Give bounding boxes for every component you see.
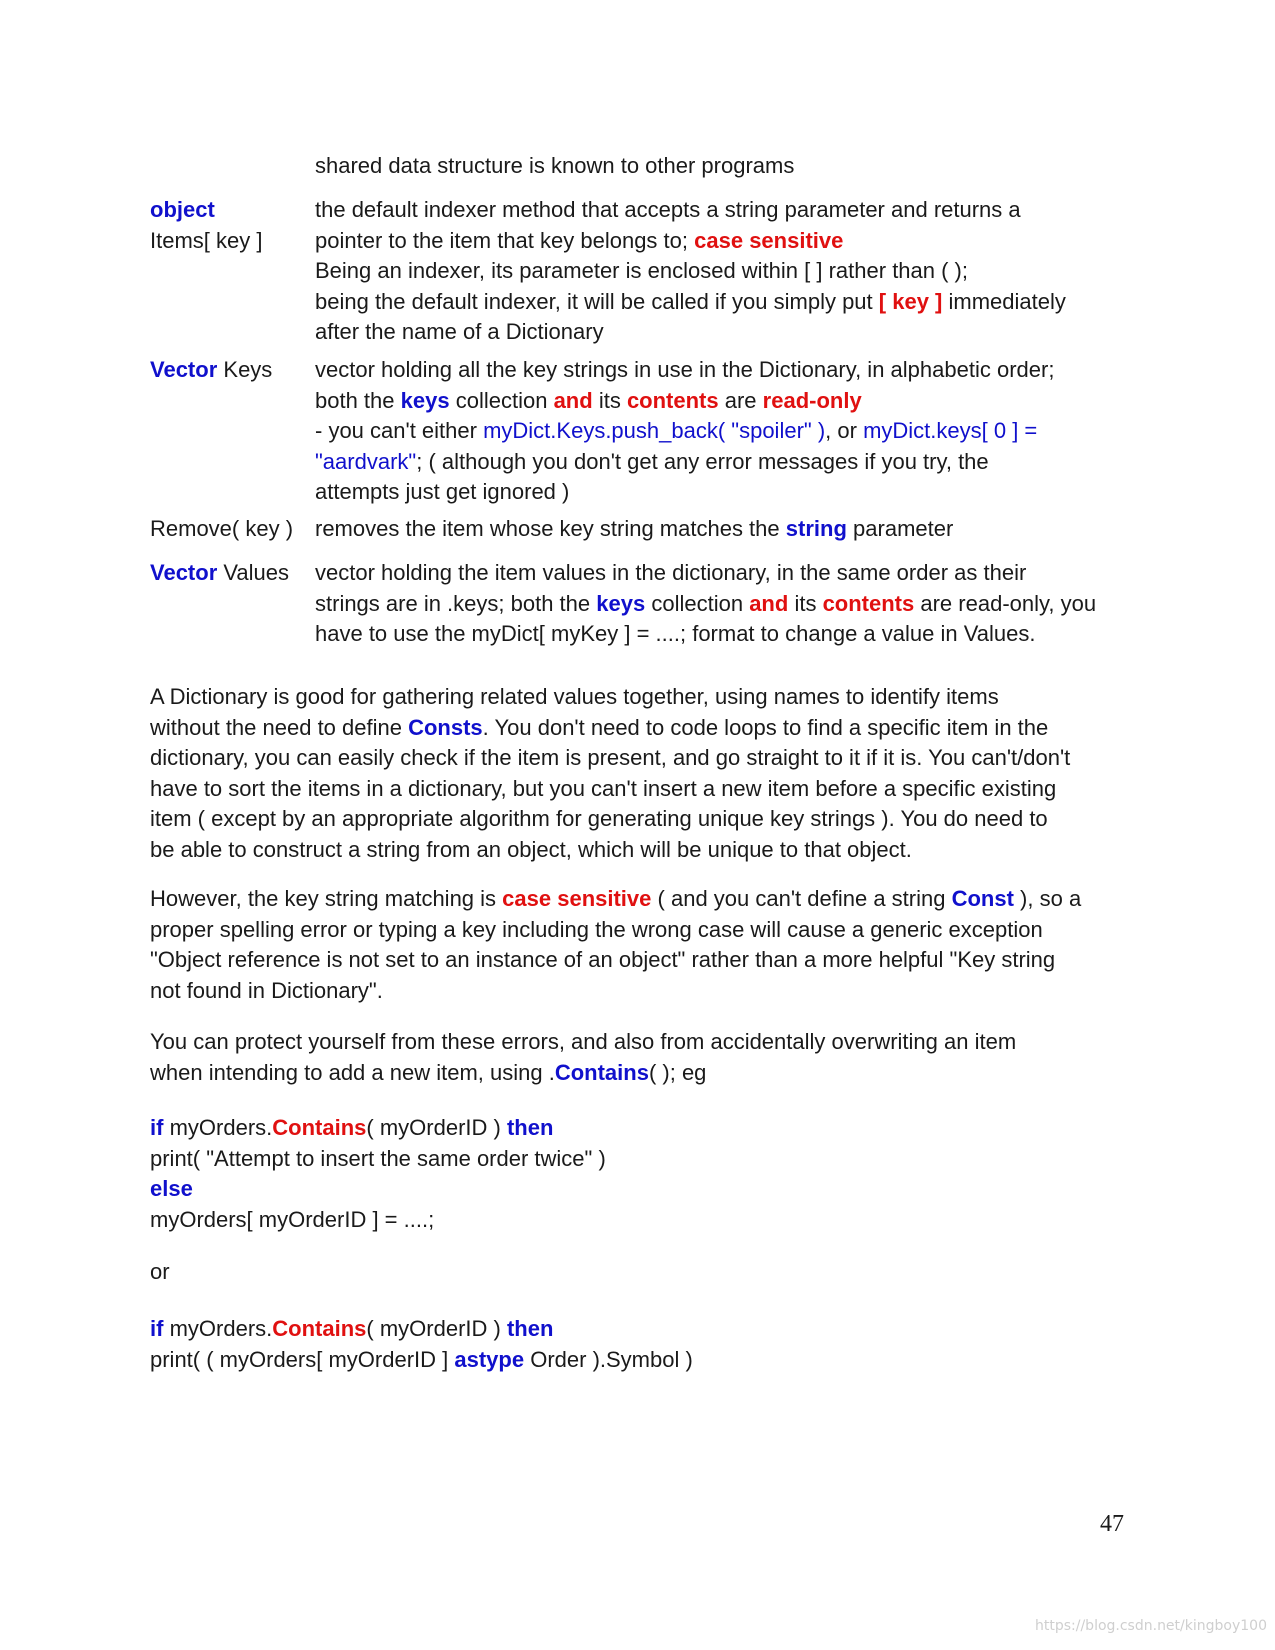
code-example-2 (150, 1314, 1125, 1375)
entry-description (315, 514, 1125, 545)
para-line: "Object reference is not set to an instance of an object" rather than a more helpful "Key string (150, 947, 1056, 972)
para-text: ), so a (1020, 886, 1082, 911)
desc-line: the default indexer method that accepts a string parameter and returns a (315, 197, 1021, 222)
keyword-if: if (150, 1316, 164, 1341)
keyword-text: Const (951, 886, 1014, 911)
code-text: myDict.Keys.push_back( "spoiler" ) (483, 418, 826, 443)
paragraph-contains (150, 1027, 1125, 1088)
desc-line: vector holding all the key strings in use in the Dictionary, in alphabetic order; (315, 357, 1055, 382)
para-text: . You don't need to code loops to find a specific item in the (482, 714, 1049, 740)
term-name: Keys (223, 357, 273, 382)
code-example-1 (150, 1113, 1125, 1235)
method-contains: Contains (272, 1115, 367, 1140)
highlight-text: and (553, 387, 593, 413)
entry-description (315, 558, 1125, 650)
desc-text: its (794, 590, 817, 616)
keyword-text: Consts (408, 714, 483, 740)
desc-text: ; ( although you don't get any error messages if you try, the (416, 448, 989, 474)
code-line: myOrders[ myOrderID ] = ....; (150, 1206, 435, 1232)
highlight-text: and (749, 590, 789, 616)
para-line: have to sort the items in a dictionary, but you can't insert a new item before a specific existing (150, 775, 1057, 801)
code-line: print( "Attempt to insert the same order twice" ) (150, 1145, 606, 1171)
desc-line: immediately (948, 288, 1066, 314)
paragraph-case-sensitive (150, 884, 1125, 1006)
entry-description (315, 355, 1125, 508)
code-text: myDict.keys[ 0 ] = (863, 418, 1038, 443)
term-name: Values (223, 560, 290, 585)
para-line: A Dictionary is good for gathering related values together, using names to identify items (150, 684, 999, 709)
term-type: Vector (150, 560, 218, 585)
or-text: or (150, 1259, 170, 1284)
desc-text: collection (455, 387, 548, 413)
desc-line: have to use the myDict[ myKey ] = ....; format to change a value in Values. (315, 621, 1036, 646)
para-line: not found in Dictionary". (150, 977, 383, 1003)
keyword-then: then (506, 1316, 554, 1341)
para-text: ( and you can't define a string (657, 886, 946, 911)
desc-text: collection (651, 590, 744, 616)
method-contains: Contains (272, 1316, 367, 1341)
code-text: print( ( myOrders[ myOrderID ] (150, 1346, 449, 1372)
entry-term (150, 355, 315, 386)
keyword-text: string (785, 516, 847, 541)
keyword-astype: astype (454, 1346, 525, 1372)
para-text: However, the key string matching is (150, 886, 497, 911)
desc-text: - you can't either (315, 418, 477, 443)
entry-term: Remove( key ) (150, 516, 294, 541)
para-text: without the need to define (150, 714, 402, 740)
code-text: ( myOrderID ) (366, 1316, 501, 1341)
desc-text: parameter (853, 516, 954, 541)
desc-text: removes the item whose key string matches the (315, 516, 780, 541)
code-text: ( myOrderID ) (366, 1115, 501, 1140)
entry-term (150, 195, 315, 256)
keyword-if: if (150, 1115, 164, 1140)
para-line: dictionary, you can easily check if the item is present, and go straight to it if it is. You can't/don't (150, 745, 1071, 770)
continuation-text: shared data structure is known to other programs (315, 153, 795, 178)
code-text: myOrders. (169, 1316, 273, 1341)
highlight-text: case sensitive (502, 886, 652, 911)
keyword-else: else (150, 1176, 193, 1201)
paragraph-dictionary-usage (150, 682, 1125, 865)
desc-line: Being an indexer, its parameter is enclosed within [ ] rather than ( ); (315, 258, 968, 283)
highlight-text: read-only (762, 387, 862, 413)
entry-term (150, 558, 315, 589)
term-name: Items[ key ] (150, 227, 263, 253)
code-text: "aardvark" (315, 448, 417, 474)
para-text: when intending to add a new item, using . (150, 1059, 555, 1085)
desc-line: vector holding the item values in the dictionary, in the same order as their (315, 560, 1027, 585)
highlight-text: [ key ] (878, 288, 943, 314)
desc-text: are read-only, you (920, 590, 1097, 616)
desc-line: pointer to the item that key belongs to; (315, 227, 689, 253)
para-line: You can protect yourself from these errors, and also from accidentally overwriting an item (150, 1029, 1017, 1054)
highlight-text: contents (626, 387, 719, 413)
entry-description (315, 195, 1125, 348)
para-text: ( ); eg (648, 1059, 707, 1085)
highlight-text: contents (822, 590, 915, 616)
para-line: be able to construct a string from an object, which will be unique to that object. (150, 836, 912, 862)
desc-line: being the default indexer, it will be called if you simply put (315, 288, 873, 314)
desc-line: attempts just get ignored ) (315, 479, 570, 504)
para-line: item ( except by an appropriate algorithm for generating unique key strings ). You do need to (150, 806, 1048, 831)
or-separator (150, 1257, 1125, 1288)
code-text: Order ).Symbol ) (530, 1346, 693, 1372)
desc-text: are (724, 387, 757, 413)
desc-text: both the (315, 387, 395, 413)
page-number: 47 (1100, 1511, 1124, 1537)
keyword-then: then (506, 1115, 554, 1140)
keyword-text: keys (596, 590, 646, 616)
term-type: Vector (150, 357, 218, 382)
watermark-text: https://blog.csdn.net/kingboy100 (1035, 1618, 1267, 1634)
highlight-text: case sensitive (694, 227, 844, 253)
keyword-text: Contains (554, 1059, 649, 1085)
desc-text: strings are in .keys; both the (315, 590, 591, 616)
keyword-text: keys (400, 387, 450, 413)
desc-text: , or (825, 418, 857, 443)
para-line: proper spelling error or typing a key including the wrong case will cause a generic exception (150, 916, 1043, 942)
desc-line: after the name of a Dictionary (315, 319, 604, 344)
desc-text: its (598, 387, 621, 413)
term-type: object (150, 197, 215, 222)
code-text: myOrders. (169, 1115, 273, 1140)
